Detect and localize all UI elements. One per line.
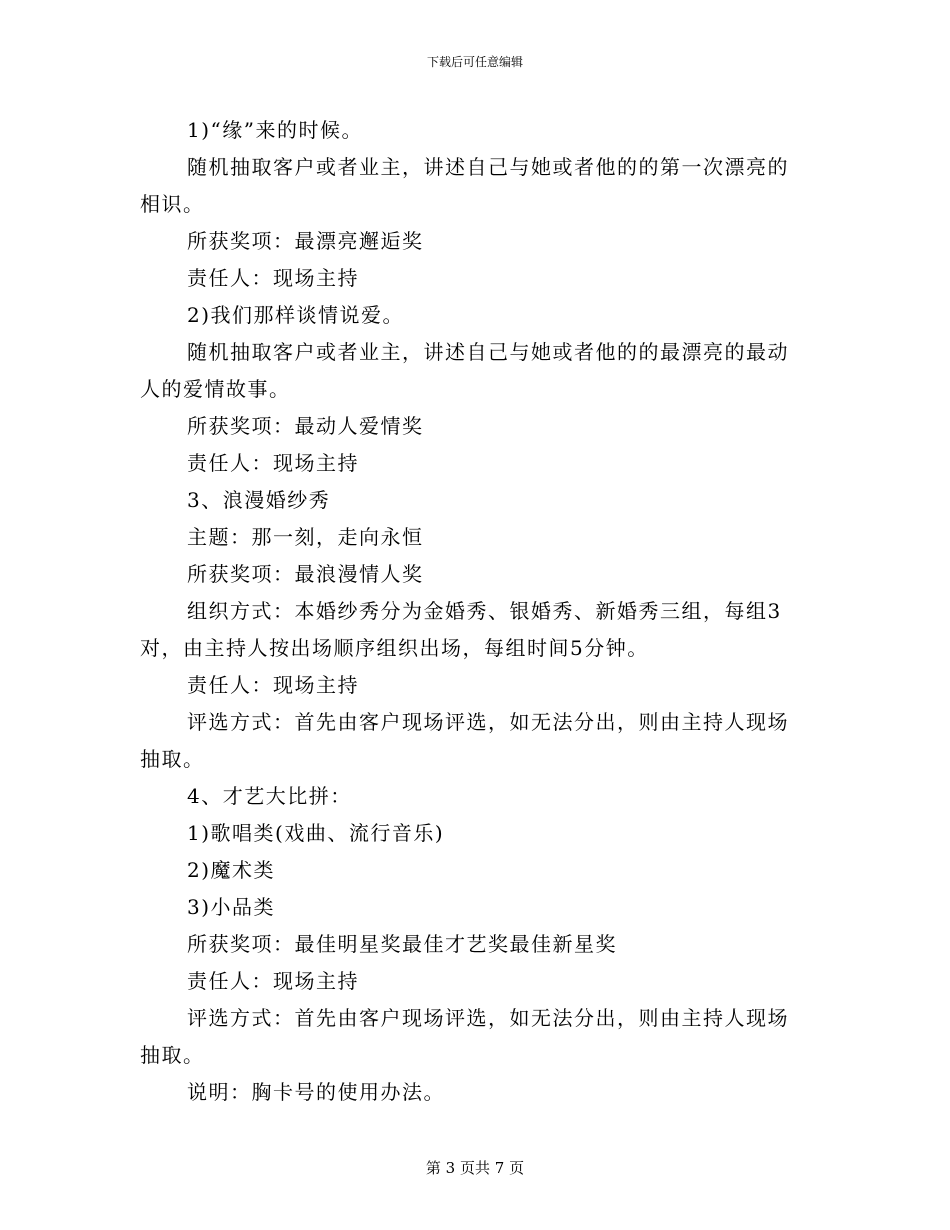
paragraph: 评选方式：首先由客户现场评选，如无法分出，则由主持人现场抽取。 (140, 1006, 789, 1067)
paragraph: 主题：那一刻，走向永恒 (187, 525, 424, 549)
page-footer: 第 3 页共 7 页 (425, 1159, 525, 1177)
paragraph: 所获奖项：最浪漫情人奖 (187, 562, 424, 586)
paragraph: 评选方式：首先由客户现场评选，如无法分出，则由主持人现场抽取。 (140, 710, 789, 771)
section-heading: 4、才艺大比拼： (187, 784, 352, 808)
paragraph: 责任人：现场主持 (187, 266, 359, 290)
section-heading: 3、浪漫婚纱秀 (187, 488, 331, 512)
document-body (0, 112, 950, 1111)
paragraph: 组织方式：本婚纱秀分为金婚秀、银婚秀、新婚秀三组，每组3对，由主持人按出场顺序组织出场，每组时间5分钟。 (140, 599, 782, 660)
paragraph: 3)小品类 (187, 895, 276, 919)
paragraph: 责任人：现场主持 (187, 969, 359, 993)
paragraph: 随机抽取客户或者业主，讲述自己与她或者他的的最漂亮的最动人的爱情故事。 (140, 340, 789, 401)
paragraph: 责任人：现场主持 (187, 673, 359, 697)
paragraph: 说明：胸卡号的使用办法。 (187, 1080, 445, 1104)
paragraph: 1)“缘”来的时候。 (187, 118, 363, 142)
page-header: 下载后可任意编辑 (426, 55, 523, 69)
paragraph: 责任人：现场主持 (187, 451, 359, 475)
paragraph: 2)我们那样谈情说爱。 (187, 303, 405, 327)
paragraph: 1)歌唱类(戏曲、流行音乐) (187, 821, 445, 845)
paragraph: 所获奖项：最漂亮邂逅奖 (187, 229, 424, 253)
paragraph: 2)魔术类 (187, 858, 276, 882)
paragraph: 随机抽取客户或者业主，讲述自己与她或者他的的第一次漂亮的相识。 (140, 155, 789, 216)
paragraph: 所获奖项：最佳明星奖最佳才艺奖最佳新星奖 (187, 932, 617, 956)
paragraph: 所获奖项：最动人爱情奖 (187, 414, 424, 438)
